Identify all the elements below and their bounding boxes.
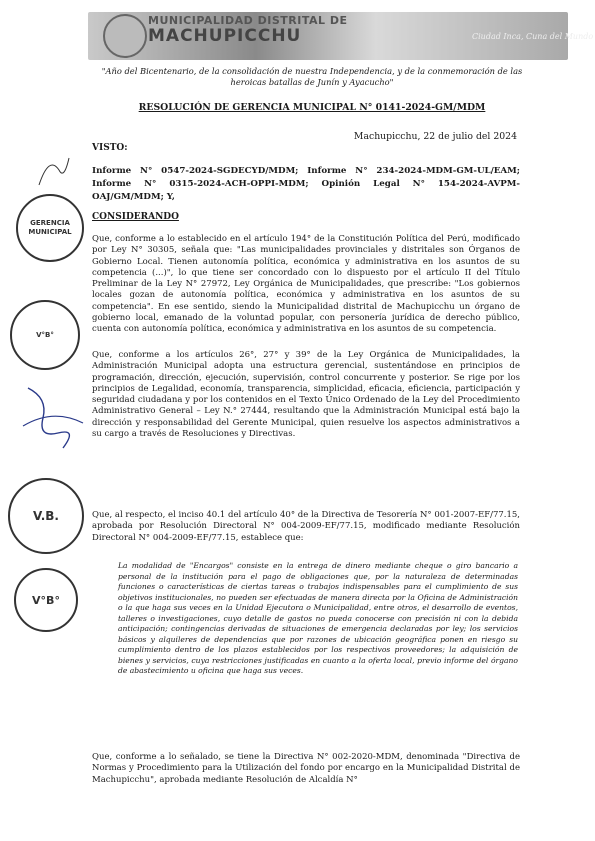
- gerencia-seal-text: GERENCIA MUNICIPAL: [28, 219, 72, 236]
- vb-seal-3-text: V°B°: [32, 593, 60, 607]
- vb-seal-2: [8, 478, 84, 554]
- quoted-directive: La modalidad de "Encargos" consiste en la entrega de dinero mediante cheque o giro bancario a personal de la institución para el pago de obligaciones que, por la naturaleza de determinadas funciones o características de ciertas tareas o trabajos indispensables para el cumplimiento de sus objetivos institucionales, no pueden ser efectuadas de manera directa por la Oficina de Administración o la que haga sus veces en la Unidad Ejecutora o Municipalidad, entre otros, el desarrollo de eventos, talleres o investigaciones, cuyo detalle de gastos no pueda conocerse con precisión ni con la debida anticipación; contingencias derivadas de situaciones de emergencia declaradas por ley; los servicios básicos y alquileres de dependencias que por razones de ubicación geográfica ponen en riesgo su cumplimiento dentro de los plazos establecidos por los respectivos proveedores; la adquisición de bienes y servicios, cuya restricciones justificadas en cuanto a la oferta local, previo informe del órgano de abastecimiento u oficina que haga sus veces.: [118, 561, 518, 675]
- header-tagline: Ciudad Inca, Cuna del Mundo: [472, 32, 594, 41]
- considerando-heading: CONSIDERANDO: [92, 212, 179, 222]
- vb-seal-1: [10, 300, 80, 370]
- gerencia-seal: [16, 194, 84, 262]
- reference-documents: Informe N° 0547-2024-SGDECYD/MDM; Informe N° 234-2024-MDM-GM-UL/EAM; Informe N° 0315-2024-ACH-OPPI-MDM; Opinión Legal N° 154-2024-AVPM-OAJ/GM/MDM; Y,: [92, 166, 520, 202]
- signature-2: [34, 150, 74, 190]
- vb-seal-3: [14, 568, 78, 632]
- paragraph-directive: Que, al respecto, el inciso 40.1 del artículo 40° de la Directiva de Tesorería N° 001-2007-EF/77.15, aprobada por Resolución Directoral N° 004-2009-EF/77.15, modificado mediante Resolución Directoral N° 004-2009-EF/77.15, establece que:: [92, 510, 520, 543]
- signature-1: [18, 378, 90, 458]
- vb-seal-1-text: V°B°: [36, 330, 54, 339]
- municipality-logo: [103, 14, 147, 58]
- vb-seal-2-text: V.B.: [32, 508, 59, 523]
- paragraph-fund-directive: Que, conforme a lo señalado, se tiene la Directiva N° 002-2020-MDM, denominada "Directiva de Normas y Procedimiento para la Utilización del fondo por encargo en la Municipalidad Distrital de Machupicchu", aprobada mediante Resolución de Alcaldía N°: [92, 752, 520, 785]
- date-line: Machupicchu, 22 de julio del 2024: [353, 131, 517, 142]
- municipality-line: MUNICIPALIDAD DISTRITAL DE: [148, 14, 348, 27]
- visto-heading: VISTO:: [92, 143, 128, 153]
- municipality-brand: MACHUPICCHU: [148, 26, 302, 46]
- paragraph-constitution: Que, conforme a lo establecido en el artículo 194° de la Constitución Política del Perú, modificado por Ley N° 30305, señala que: "Las municipalidades provinciales y distritales son Órganos de Gobierno Local. Tienen autonomía política, económica y administrativa en los asuntos de su competencia (...)", lo que tiene ser concordado con lo dispuesto por el artículo II del Título Preliminar de la Ley N° 27972, Ley Orgánica de Municipalidades, que prescribe: "Los gobiernos locales gozan de autonomía política, económica y administrativa en los asuntos de su competencia". En ese sentido, siendo la Municipalidad distrital de Machupicchu un órgano de gobierno local, emanado de la voluntad popular, con personería jurídica de derecho público, cuenta con autonomía política, económica y administrativa en los asuntos de su competencia.: [92, 234, 520, 335]
- year-motto: "Año del Bicentenario, de la consolidación de nuestra Independencia, y de la conmemoración de las heroicas batallas de Junín y Ayacucho": [101, 66, 523, 87]
- resolution-title: RESOLUCIÓN DE GERENCIA MUNICIPAL N° 0141-2024-GM/MDM: [138, 102, 486, 113]
- paragraph-administration: Que, conforme a los artículos 26°, 27° y 39° de la Ley Orgánica de Municipalidades, la Administración Municipal adopta una estructura gerencial, sustentándose en principios de programación, dirección, ejecución, supervisión, control concurrente y posterior. Se rige por los principios de Legalidad, economía, transparencia, simplicidad, eficacia, eficiencia, participación y seguridad ciudadana y por los contenidos en el Texto Único Ordenado de la Ley del Procedimiento Administrativo General – Ley N.° 27444, resultando que la Administración Municipal está bajo la dirección y responsabilidad del Gerente Municipal, quien resuelve los aspectos administrativos a su cargo a través de Resoluciones y Directivas.: [92, 350, 520, 440]
